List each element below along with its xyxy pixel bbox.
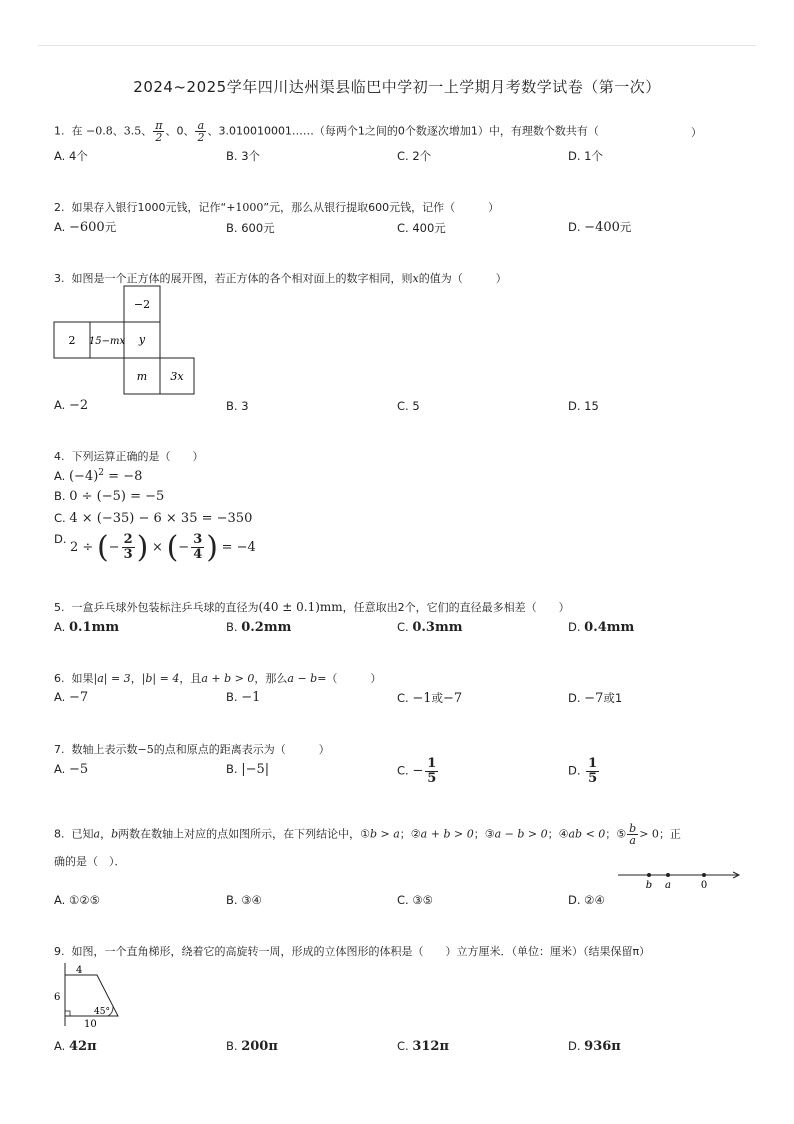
question-number: 9.: [54, 945, 65, 958]
option-a[interactable]: A. 4个: [54, 149, 88, 163]
cube-net-figure: [50, 283, 200, 398]
net-face-top: −2: [133, 298, 151, 311]
fig-label-angle: 45°: [94, 1007, 110, 1017]
question-2-stem: 2. 如果存入银行1000元钱，记作“+1000”元，那么从银行提取600元钱，记作（ ）: [54, 201, 500, 214]
question-7-stem: 7. 数轴上表示数−5的点和原点的距离表示为（ ）: [54, 743, 330, 756]
question-number: 1.: [54, 124, 65, 138]
a-over-2-fraction: $\frac{a}{2}$: [197, 119, 205, 144]
option-d[interactable]: D. 0.4mm: [568, 620, 635, 635]
option-d[interactable]: D. −400元: [568, 220, 632, 235]
net-face-bottom: m: [136, 370, 148, 383]
question-9-stem: 9. 如图，一个直角梯形，绕着它的高旋转一周，形成的立体图形的体积是（ ）立方厘米．（单位：厘米）（结果保留π）: [54, 945, 651, 958]
net-face-center: y: [138, 333, 146, 346]
option-c[interactable]: C. − $\frac{1}{5}$: [397, 756, 437, 786]
net-face-bottom-right: 3x: [170, 370, 184, 383]
option-d[interactable]: D. −7或1: [568, 691, 623, 706]
option-a[interactable]: A. −7: [54, 690, 89, 705]
fig-label-left: 6: [54, 992, 61, 1003]
question-1-close-paren: ）: [691, 126, 702, 139]
question-8-stem-line2: 确的是（ ）．: [54, 855, 126, 868]
fig-label-bottom: 10: [84, 1019, 97, 1030]
option-a[interactable]: A. −600元: [54, 220, 117, 235]
net-face-left2: 15−mx: [88, 336, 126, 347]
option-a[interactable]: A. 0.1mm: [54, 620, 120, 635]
question-3-stem: 3. 如图是一个正方体的展开图，若正方体的各个相对面上的数字相同，则x的值为（ ）: [54, 272, 507, 285]
option-c[interactable]: C. 2个: [397, 149, 432, 163]
option-b[interactable]: B. 3: [226, 399, 249, 413]
option-d[interactable]: 2 ÷ (− $\frac{2}{3}$ ) × (− $\frac{3}{4}$ ) = −4: [70, 530, 256, 565]
option-c[interactable]: C. 312π: [397, 1039, 449, 1054]
question-4-stem: 4. 下列运算正确的是（ ）: [54, 450, 204, 463]
option-b[interactable]: B. |−5|: [226, 762, 270, 777]
option-b[interactable]: B. 200π: [226, 1039, 278, 1054]
question-number: 2.: [54, 201, 65, 214]
net-face-left1: 2: [68, 334, 76, 347]
question-5-stem: 5. 一盒乒乓球外包装标注乒乓球的直径为(40 ± 0.1)mm，任意取出2个，它们的直径最多相差（ ）: [54, 600, 570, 614]
header-divider: [38, 45, 756, 46]
option-d-label[interactable]: D.: [54, 532, 67, 546]
option-d[interactable]: D. 936π: [568, 1039, 621, 1054]
question-number: 7.: [54, 743, 65, 756]
question-number: 6.: [54, 672, 65, 685]
option-b[interactable]: B. 0.2mm: [226, 620, 292, 635]
axis-label-zero: 0: [700, 880, 708, 891]
option-b[interactable]: B. −1: [226, 690, 261, 705]
option-a[interactable]: A. ①②⑤: [54, 893, 100, 907]
question-1-stem: 1. 在 −0.8、3.5、 $\frac{\pi}{2}$ 、0、 $\frac{a}{2}$ 、3.010010001……（每两个1之间的0个数逐次增加1）中，有理数个数共有（: [54, 119, 599, 144]
option-b[interactable]: B. 600元: [226, 221, 275, 235]
option-c[interactable]: C. 400元: [397, 221, 446, 235]
option-d[interactable]: D. 1个: [568, 149, 603, 163]
option-d[interactable]: D. $\frac{1}{5}$: [568, 756, 598, 786]
trapezoid-figure: [50, 960, 130, 1032]
question-number: 3.: [54, 272, 65, 285]
option-a[interactable]: A. 42π: [54, 1039, 97, 1054]
option-a[interactable]: A. −5: [54, 762, 89, 777]
option-d[interactable]: D. ②④: [568, 893, 605, 907]
question-number: 5.: [54, 601, 65, 614]
option-a[interactable]: A. −2: [54, 398, 89, 413]
option-a[interactable]: A. $(-4)^2 = -8$: [54, 468, 143, 484]
option-b[interactable]: B. 0 ÷ (−5) = −5: [54, 489, 165, 504]
option-b[interactable]: B. 3个: [226, 149, 261, 163]
pi-over-2-fraction: $\frac{\pi}{2}$: [155, 119, 163, 144]
page-title: 2024~2025学年四川达州渠县临巴中学初一上学期月考数学试卷（第一次）: [133, 78, 661, 96]
option-c[interactable]: C. 0.3mm: [397, 620, 463, 635]
b-over-a-fraction: $\frac{b}{a}$: [629, 822, 637, 847]
question-number: 8.: [54, 827, 65, 841]
option-c[interactable]: C. ③⑤: [397, 893, 433, 907]
axis-label-b: b: [645, 880, 653, 891]
fig-label-top: 4: [76, 965, 83, 976]
question-number: 4.: [54, 450, 65, 463]
question-8-stem-line1: 8. 已知a，b两数在数轴上对应的点如图所示，在下列结论中，①b > a；②a + b > 0；③a − b > 0；④ab < 0；⑤ $\frac{b}{a}$ > 0；正: [54, 822, 681, 847]
option-c[interactable]: C. 4 × (−35) − 6 × 35 = −350: [54, 511, 253, 526]
option-d[interactable]: D. 15: [568, 399, 599, 413]
option-c[interactable]: C. 5: [397, 399, 420, 413]
option-c[interactable]: C. −1或−7: [397, 691, 463, 706]
question-6-stem: 6. 如果|a| = 3，|b| = 4，且a + b > 0，那么a − b=（ ）: [54, 672, 382, 685]
axis-label-a: a: [665, 880, 671, 891]
option-b[interactable]: B. ③④: [226, 893, 262, 907]
number-line-figure: [612, 866, 744, 892]
